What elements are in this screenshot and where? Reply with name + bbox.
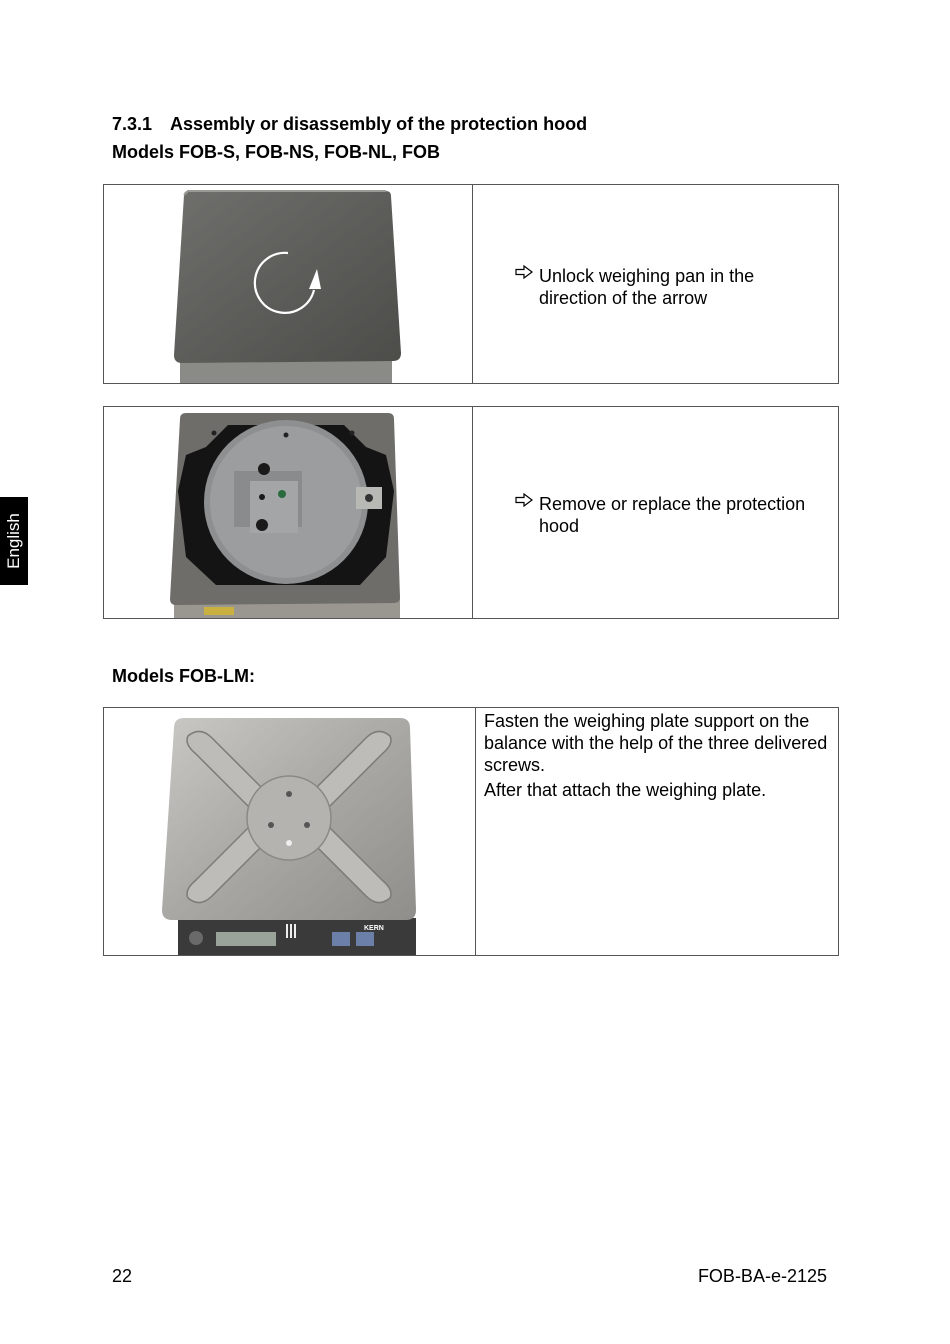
step-1-instruction (511, 265, 826, 309)
lm-step-box (103, 707, 839, 956)
lm-instructions (484, 710, 832, 804)
page-number: 22 (112, 1266, 133, 1286)
protection-hood-photo (104, 407, 473, 618)
document-code: FOB-BA-e-2125 (697, 1266, 827, 1286)
section-title: Assembly or disassembly of the protection hood (170, 114, 588, 134)
step-2-text: Remove or replace the protection hood (539, 494, 806, 536)
step-1-text: Unlock weighing pan in the direction of the arrow (539, 266, 755, 308)
hollow-right-arrow-icon (511, 265, 539, 279)
weighing-pan-photo (104, 185, 473, 383)
lm-paragraph-2: After that attach the weighing plate. (484, 780, 767, 800)
lm-models-heading: Models FOB-LM: (112, 666, 255, 686)
step-2-instruction (511, 493, 826, 537)
step-1-box (103, 184, 839, 384)
lm-paragraph-1: Fasten the weighing plate support on the balance with the help of the three delivered screws. (484, 711, 828, 775)
step-2-box (103, 406, 839, 619)
brand-label: KERN (364, 925, 384, 932)
models-heading: Models FOB-S, FOB-NS, FOB-NL, FOB (112, 142, 440, 162)
language-label: English (4, 513, 24, 569)
section-number: 7.3.1 (112, 114, 153, 134)
hollow-right-arrow-icon (511, 493, 539, 507)
section-heading (112, 113, 587, 135)
weighing-plate-support-photo (104, 708, 476, 955)
language-side-tab (0, 497, 28, 585)
